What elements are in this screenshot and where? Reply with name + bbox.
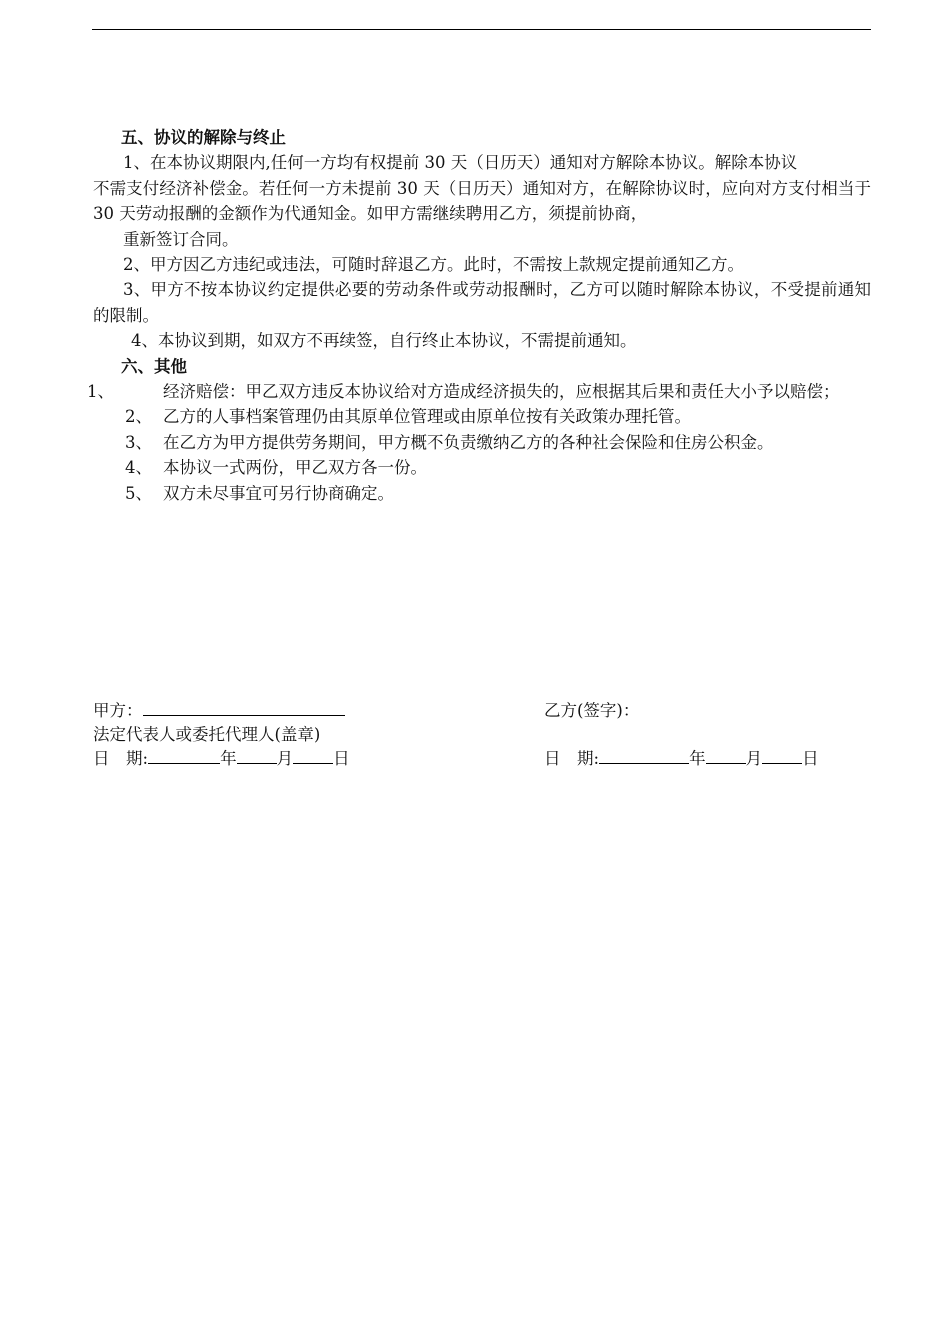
party-a-blank[interactable] bbox=[143, 701, 345, 716]
header-rule bbox=[92, 29, 871, 30]
party-a-signature-line bbox=[93, 699, 345, 723]
party-b-label: 乙方(签字)： bbox=[544, 701, 640, 720]
party-a-representative: 法定代表人或委托代理人(盖章) bbox=[93, 725, 321, 744]
party-b-month-blank[interactable] bbox=[706, 749, 746, 764]
party-a-year-blank[interactable] bbox=[148, 749, 220, 764]
section-6-item-number: 2、 bbox=[125, 407, 152, 427]
party-b-day-blank[interactable] bbox=[762, 749, 802, 764]
party-a-date-row bbox=[93, 747, 350, 771]
section-6-heading: 六、其他 bbox=[121, 356, 187, 376]
party-b-year-blank[interactable] bbox=[599, 749, 689, 764]
section-6-item-text: 经济赔偿：甲乙双方违反本协议给对方造成经济损失的，应根据其后果和责任大小予以赔偿； bbox=[163, 382, 840, 402]
section-6-item-1 bbox=[87, 379, 871, 404]
party-a-month-blank[interactable] bbox=[237, 749, 277, 764]
section-6-item-text: 在乙方为甲方提供劳务期间，甲方概不负责缴纳乙方的各种社会保险和住房公积金。 bbox=[163, 432, 774, 452]
party-a-label: 甲方： bbox=[93, 701, 143, 720]
party-b-date-label: 日 期: bbox=[544, 749, 600, 768]
party-a-year-label: 年 bbox=[220, 749, 237, 768]
section-5-para-4: 4、本协议到期，如双方不再续签，自行终止本协议，不需提前通知。 bbox=[131, 331, 637, 351]
section-6-item-text: 本协议一式两份，甲乙双方各一份。 bbox=[163, 458, 427, 478]
document-body bbox=[87, 125, 871, 506]
section-6-item-4 bbox=[93, 455, 871, 480]
section-6-item-number: 1、 bbox=[87, 382, 114, 402]
section-6-item-text: 双方未尽事宜可另行协商确定。 bbox=[163, 483, 394, 503]
section-5-para-3: 3、甲方不按本协议约定提供必要的劳动条件或劳动报酬时，乙方可以随时解除本协议，不受提前通知的限制。 bbox=[93, 280, 871, 325]
section-6-item-2 bbox=[93, 404, 871, 429]
section-6-item-number: 4、 bbox=[125, 458, 152, 478]
party-a-day-blank[interactable] bbox=[293, 749, 333, 764]
party-b-date-row bbox=[544, 747, 819, 771]
section-5-para-2: 2、甲方因乙方违纪或违法，可随时辞退乙方。此时，不需按上款规定提前通知乙方。 bbox=[123, 255, 744, 275]
section-6-item-number: 3、 bbox=[125, 432, 152, 452]
section-5-para-1-last: 重新签订合同。 bbox=[123, 229, 239, 249]
section-6-item-text: 乙方的人事档案管理仍由其原单位管理或由原单位按有关政策办理托管。 bbox=[163, 407, 691, 427]
section-5-heading: 五、协议的解除与终止 bbox=[121, 128, 286, 147]
party-a-month-label: 月 bbox=[276, 749, 294, 768]
party-b-month-label: 月 bbox=[745, 749, 763, 768]
party-a-date-label: 日 期: bbox=[93, 749, 149, 768]
section-6-item-number: 5、 bbox=[125, 483, 152, 503]
section-5-para-1-body: 不需支付经济补偿金。若任何一方未提前 30 天（日历天）通知对方，在解除协议时，应向对方支付相当于 30 天劳动报酬的金额作为代通知金。如甲方需继续聘用乙方，须提前协商， bbox=[93, 178, 871, 224]
party-b-day-label: 日 bbox=[802, 749, 819, 768]
section-6-item-5 bbox=[93, 481, 871, 506]
party-a-day-label: 日 bbox=[333, 749, 350, 768]
section-6-item-3 bbox=[93, 430, 871, 455]
party-b-year-label: 年 bbox=[689, 749, 706, 768]
section-5-para-1-line-1: 1、在本协议期限内,任何一方均有权提前 30 天（日历天）通知对方解除本协议。解除本协议 bbox=[123, 153, 798, 173]
